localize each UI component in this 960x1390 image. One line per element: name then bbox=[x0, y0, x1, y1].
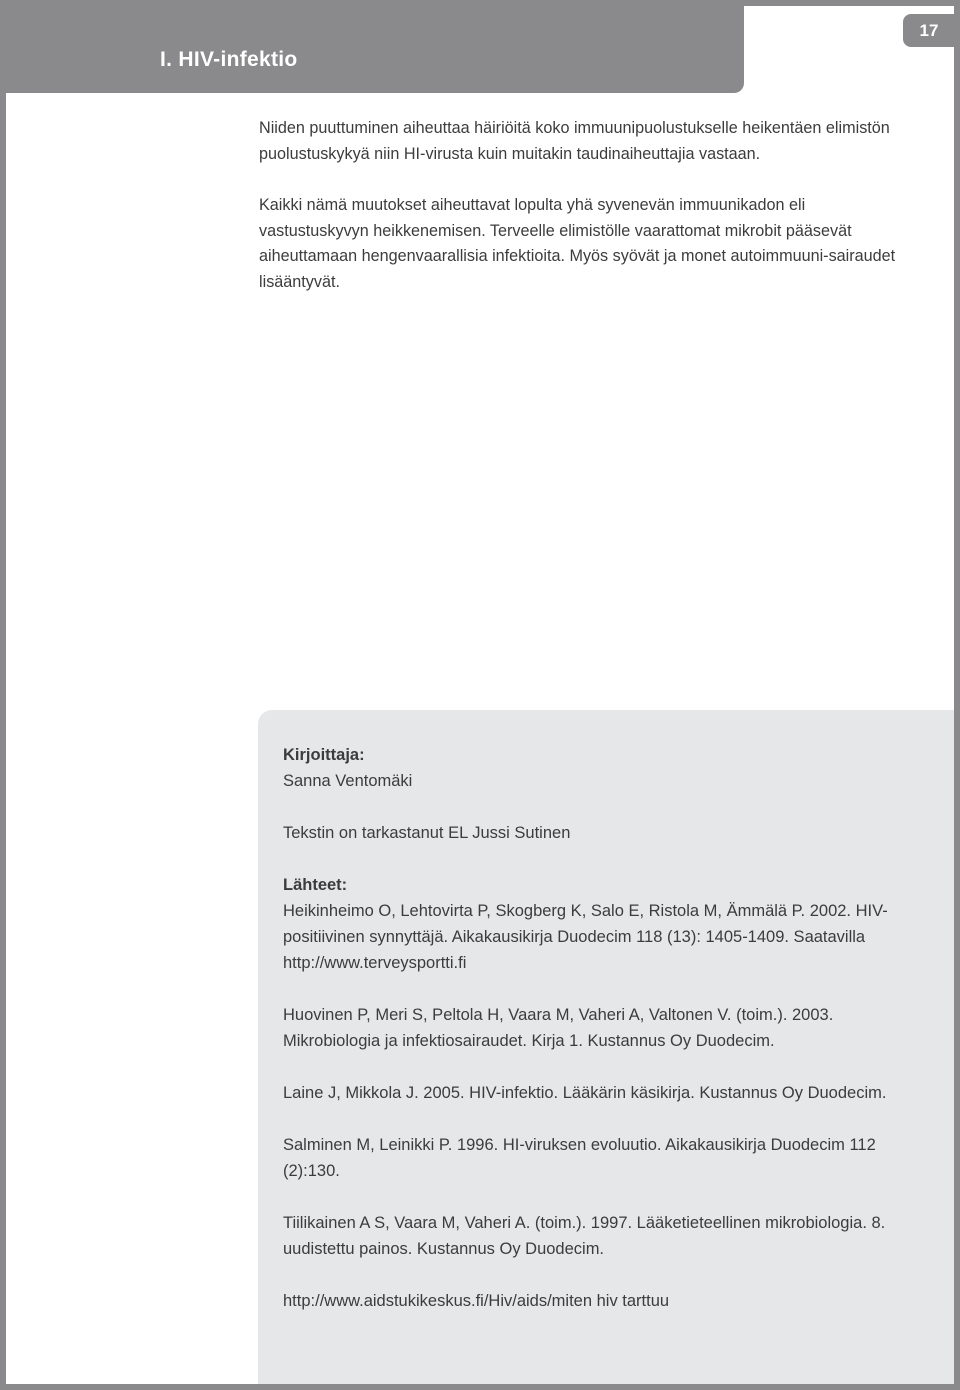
reference-item: Salminen M, Leinikki P. 1996. HI-viruksen evoluutio. Aikakausikirja Duodecim 112 (2):130. bbox=[283, 1136, 876, 1180]
reference-item: Laine J, Mikkola J. 2005. HIV-infektio. Lääkärin käsikirja. Kustannus Oy Duodecim. bbox=[283, 1084, 887, 1102]
sources-label: Lähteet: bbox=[283, 876, 348, 894]
author-label: Kirjoittaja: bbox=[283, 746, 365, 764]
reviewer-note: Tekstin on tarkastanut EL Jussi Sutinen bbox=[283, 824, 571, 842]
reference-item: Heikinheimo O, Lehtovirta P, Skogberg K, Salo E, Ristola M, Ämmälä P. 2002. HIV-positiivinen synnyttäjä. Aikakausikirja Duodecim 118 (13): 1405-1409. Saatavilla http://www.terveysportti.fi bbox=[283, 902, 888, 972]
body-text bbox=[259, 116, 919, 321]
reference-item: Huovinen P, Meri S, Peltola H, Vaara M, Vaheri A, Valtonen V. (toim.). 2003. Mikrobiologia ja infektiosairaudet. Kirja 1. Kustannus Oy Duodecim. bbox=[283, 1006, 834, 1050]
author-name: Sanna Ventomäki bbox=[283, 772, 413, 790]
reference-link[interactable]: http://www.aidstukikeskus.fi/Hiv/aids/miten hiv tarttuu bbox=[283, 1292, 670, 1310]
page-number-tab bbox=[903, 14, 955, 47]
page-number: 17 bbox=[919, 21, 939, 40]
author-block bbox=[283, 742, 923, 794]
body-paragraph: Kaikki nämä muutokset aiheuttavat lopulta yhä syvenevän immuunikadon eli vastustuskyvyn heikkenemisen. Terveelle elimistölle vaarattomat mikrobit pääsevät aiheuttamaan hengenvaarallisia infektioita. Myös syövät ja monet autoimmuuni-sairaudet lisääntyvät. bbox=[259, 196, 896, 291]
credits-content bbox=[283, 742, 923, 1314]
chapter-header-band bbox=[0, 0, 744, 93]
chapter-title: I. HIV-infektio bbox=[160, 48, 298, 71]
reference-item: Tiilikainen A S, Vaara M, Vaheri A. (toim.). 1997. Lääketieteellinen mikrobiologia. 8. uudistettu painos. Kustannus Oy Duodecim. bbox=[283, 1214, 886, 1258]
body-paragraph: Niiden puuttuminen aiheuttaa häiriöitä koko immuunipuolustukselle heikentäen elimistön puolustuskykyä niin HI-virusta kuin muitakin taudinaiheuttajia vastaan. bbox=[259, 119, 890, 163]
references-list bbox=[283, 872, 923, 1314]
credits-box bbox=[258, 710, 954, 1384]
